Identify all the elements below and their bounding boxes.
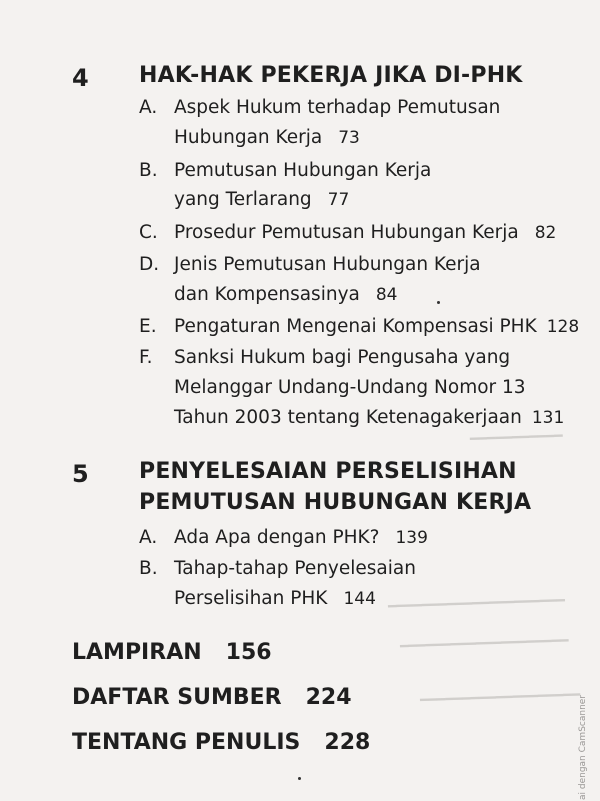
toc-item-letter: B. — [139, 160, 158, 181]
toc-page-number: 77 — [327, 190, 350, 210]
toc-page-number: 84 — [375, 285, 398, 305]
scanner-watermark: ai dengan CamScanner — [578, 694, 588, 800]
back-matter-entry — [72, 685, 352, 710]
toc-item-line: Pengaturan Mengenai Kompensasi PHK 128 — [174, 316, 580, 337]
toc-item-letter: A. — [139, 97, 158, 118]
bleed-through-text: ━━━━━━━━━━━━━━━━━━━ — [419, 687, 581, 709]
toc-item-letter: A. — [139, 527, 158, 548]
back-matter-label: DAFTAR SUMBER — [72, 685, 282, 710]
toc-page-number: 228 — [324, 730, 371, 755]
toc-item-letter: E. — [139, 316, 157, 337]
toc-item-line: yang Terlarang 77 — [174, 189, 350, 210]
bleed-through-text: ━━━━━━━━━━━ — [469, 428, 563, 448]
toc-page-number: 131 — [531, 408, 565, 428]
bleed-through-text: ━━━━━━━━━━━━━━━━━━━━━ — [387, 592, 566, 616]
back-matter-label: TENTANG PENULIS — [72, 730, 301, 755]
toc-page-number: 128 — [546, 317, 580, 337]
toc-item-line: Perselisihan PHK 144 — [174, 588, 376, 609]
toc-item-letter: D. — [139, 254, 160, 275]
back-matter-entry — [72, 730, 370, 755]
toc-page-number: 224 — [305, 685, 352, 710]
speck — [298, 777, 301, 780]
toc-item-line: Aspek Hukum terhadap Pemutusan — [174, 97, 501, 118]
toc-page-number: 73 — [338, 128, 360, 148]
toc-page-number: 144 — [343, 589, 376, 609]
toc-page-number: 82 — [534, 223, 557, 243]
toc-item-line: Jenis Pemutusan Hubungan Kerja — [174, 254, 481, 275]
bleed-through-text: ━━━━━━━━━━━━━━━━━━━━ — [399, 633, 569, 655]
toc-item-line: Sanksi Hukum bagi Pengusaha yang — [174, 347, 511, 368]
toc-item-line: Prosedur Pemutusan Hubungan Kerja 82 — [174, 222, 557, 243]
toc-item-letter: F. — [139, 347, 153, 368]
back-matter-label: LAMPIRAN — [72, 640, 202, 665]
toc-item-line: Melanggar Undang-Undang Nomor 13 — [174, 377, 526, 398]
chapter-title-line: PEMUTUSAN HUBUNGAN KERJA — [139, 490, 532, 515]
toc-item-line: Pemutusan Hubungan Kerja — [174, 160, 432, 181]
toc-item-letter: C. — [139, 222, 158, 243]
toc-page-number: 156 — [225, 640, 272, 665]
toc-item-line: dan Kompensasinya 84 — [174, 284, 398, 305]
chapter-number: 4 — [72, 64, 89, 92]
chapter-title-line: PENYELESAIAN PERSELISIHAN — [139, 459, 517, 484]
toc-item-line: Tahun 2003 tentang Ketenagakerjaan 131 — [174, 407, 565, 428]
toc-item-letter: B. — [139, 558, 158, 579]
chapter-title: HAK-HAK PEKERJA JIKA DI-PHK — [139, 63, 523, 88]
toc-page-number: 139 — [395, 528, 428, 548]
toc-item-line: Ada Apa dengan PHK? 139 — [174, 527, 428, 548]
toc-item-line: Tahap-tahap Penyelesaian — [174, 558, 416, 579]
back-matter-entry — [72, 640, 272, 665]
toc-item-line: Hubungan Kerja 73 — [174, 127, 360, 148]
speck — [437, 301, 440, 304]
chapter-number: 5 — [72, 460, 89, 488]
